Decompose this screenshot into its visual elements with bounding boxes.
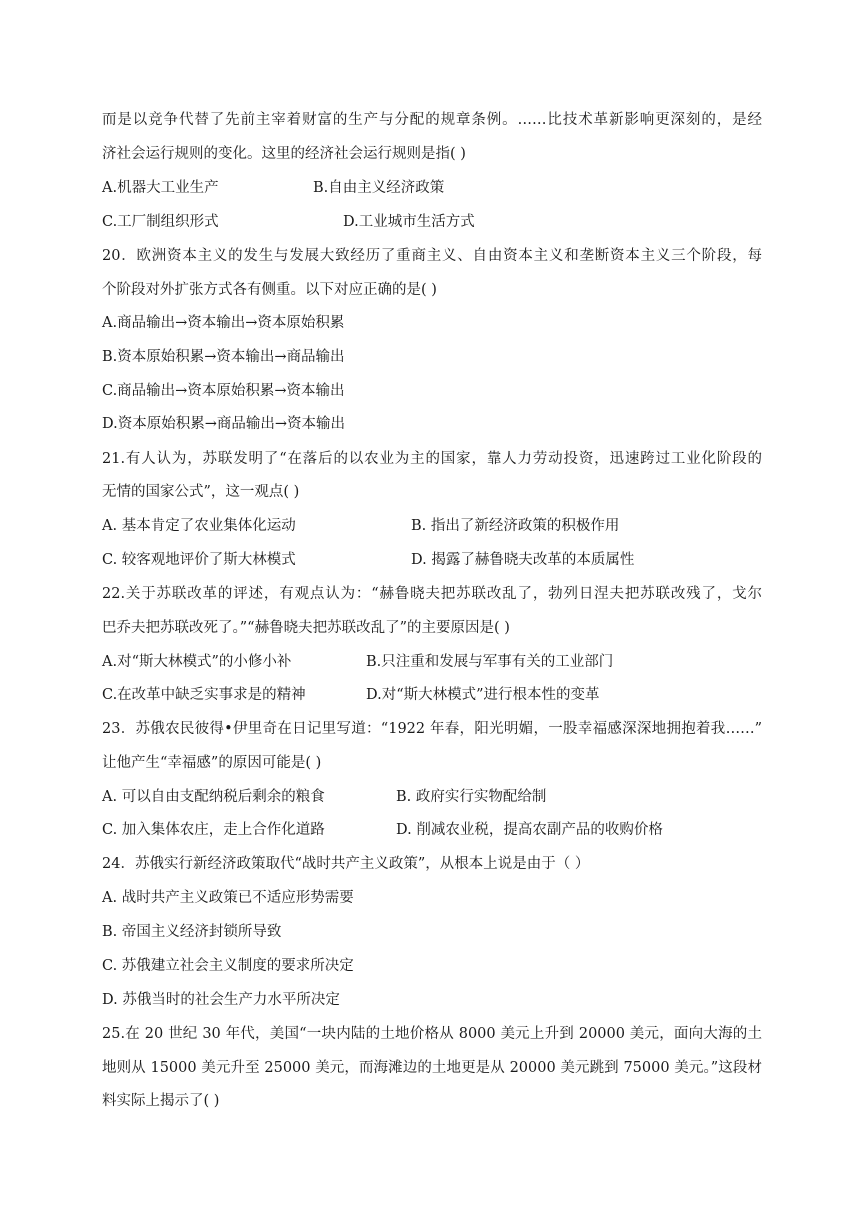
q24-option-a: A. 战时共产主义政策已不适应形势需要 [102,890,354,906]
q20-option-d: D.资本原始积累→商品输出→资本输出 [102,416,346,432]
q24-option-d: D. 苏俄当时的社会生产力水平所决定 [102,992,340,1008]
q21-option-d: D. 揭露了赫鲁晓夫改革的本质属性 [411,552,635,568]
q22-stem-line-2: 巴乔夫把苏联改死了。”“赫鲁晓夫把苏联改乱了”的主要原因是( ) [102,620,510,636]
q23-option-b: B. 政府实行实物配给制 [396,789,547,805]
q21-option-b: B. 指出了新经济政策的积极作用 [411,518,620,534]
q25-stem-line-1: 25.在 20 世纪 30 年代，美国“一块内陆的土地价格从 8000 美元上升到 20000 美元，面向大海的土 [102,1026,762,1042]
q20-option-a: A.商品输出→资本输出→资本原始积累 [102,315,345,331]
q21-stem-line-2: 无情的国家公式”，这一观点( ) [102,484,300,500]
q20-stem-line-2: 个阶段对外扩张方式各有侧重。以下对应正确的是( ) [102,282,437,298]
q22-option-d: D.对“斯大林模式”进行根本性的变革 [366,687,600,703]
q23-option-c: C. 加入集体农庄，走上合作化道路 [102,822,325,838]
q22-option-a: A.对“斯大林模式”的小修小补 [102,654,292,670]
q20-option-c: C.商品输出→资本原始积累→资本输出 [102,383,345,399]
q19-option-a: A.机器大工业生产 [102,180,219,196]
q22-stem-line-1: 22.关于苏联改革的评述，有观点认为：“赫鲁晓夫把苏联改乱了，勃列日涅夫把苏联改残了，戈尔 [102,586,762,602]
q20-stem-line-1: 20．欧洲资本主义的发生与发展大致经历了重商主义、自由资本主义和垄断资本主义三个阶段，每 [102,248,762,264]
q24-option-c: C. 苏俄建立社会主义制度的要求所决定 [102,958,354,974]
q19-option-b: B.自由主义经济政策 [313,180,445,196]
q19-option-d: D.工业城市生活方式 [343,214,475,230]
q23-stem-line-1: 23．苏俄农民彼得•伊里奇在日记里写道：“1922 年春，阳光明媚，一股幸福感深深地拥抱着我……” [102,721,762,737]
q24-stem: 24．苏俄实行新经济政策取代“战时共产主义政策”，从根本上说是由于（ ） [102,856,590,872]
q25-stem-line-3: 料实际上揭示了( ) [102,1093,220,1109]
q22-option-b: B.只注重和发展与军事有关的工业部门 [366,654,614,670]
q21-stem-line-1: 21.有人认为，苏联发明了“在落后的以农业为主的国家，靠人力劳动投资，迅速跨过工业化阶段的 [102,451,762,467]
q21-option-c: C. 较客观地评价了斯大林模式 [102,552,296,568]
q24-option-b: B. 帝国主义经济封锁所导致 [102,924,282,940]
q19-text-line-2: 济社会运行规则的变化。这里的经济社会运行规则是指( ) [102,146,466,162]
q25-stem-line-2: 地则从 15000 美元升至 25000 美元，而海滩边的土地更是从 20000 美元跳到 75000 美元。”这段材 [102,1060,762,1076]
q19-option-c: C.工厂制组织形式 [102,214,219,230]
q21-option-a: A. 基本肯定了农业集体化运动 [102,518,296,534]
q22-option-c: C.在改革中缺乏实事求是的精神 [102,687,306,703]
q19-text-line-1: 而是以竞争代替了先前主宰着财富的生产与分配的规章条例。……比技术革新影响更深刻的，是经 [102,112,762,128]
q23-option-d: D. 削减农业税，提高农副产品的收购价格 [396,822,663,838]
q23-stem-line-2: 让他产生“幸福感”的原因可能是( ) [102,755,322,771]
q20-option-b: B.资本原始积累→资本输出→商品输出 [102,349,345,365]
q23-option-a: A. 可以自由支配纳税后剩余的粮食 [102,789,325,805]
